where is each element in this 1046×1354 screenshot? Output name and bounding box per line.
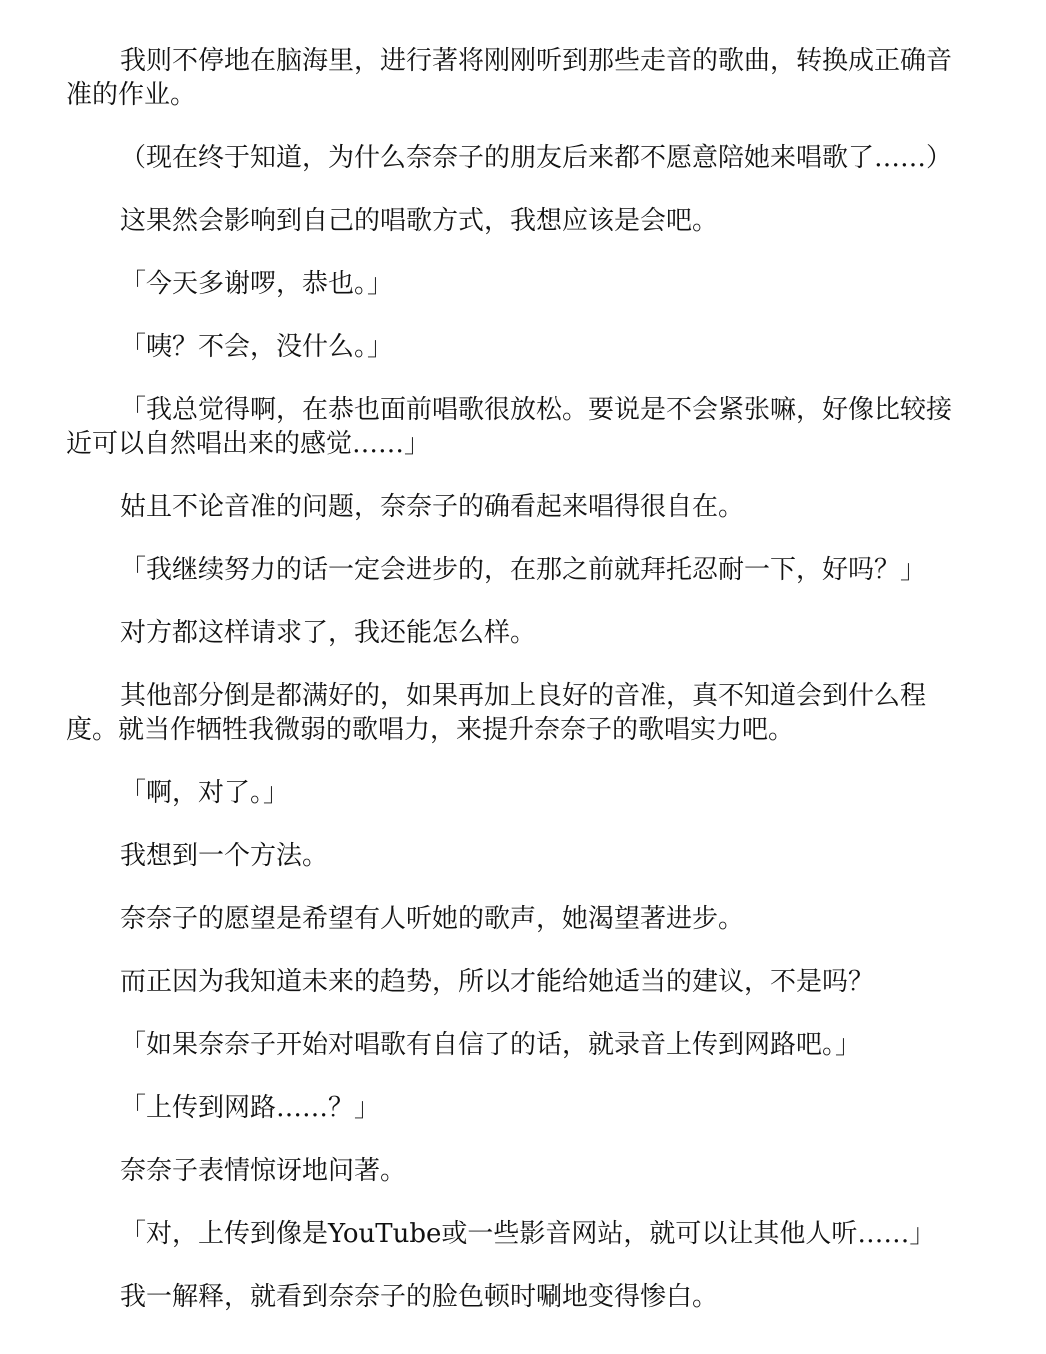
paragraph: （现在终于知道，为什么奈奈子的朋友后来都不愿意陪她来唱歌了……） [120, 143, 953, 173]
paragraph: 「咦？不会，没什么。」 [120, 332, 394, 362]
paragraph: 「如果奈奈子开始对唱歌有自信了的话，就录音上传到网路吧。」 [120, 1030, 862, 1060]
paragraph: 我一解释，就看到奈奈子的脸色顿时唰地变得惨白。 [120, 1282, 719, 1312]
paragraph: 奈奈子表情惊讶地问著。 [120, 1156, 407, 1186]
paragraph: 我想到一个方法。 [120, 841, 329, 871]
paragraph: 对方都这样请求了，我还能怎么样。 [120, 618, 537, 648]
paragraph: 「我总觉得啊，在恭也面前唱歌很放松。要说是不会紧张嘛，好像比较接近可以自然唱出来的感觉……」 [66, 395, 953, 459]
paragraph: 「对，上传到像是YouTube或一些影音网站，就可以让其他人听……」 [120, 1219, 936, 1249]
paragraph: 我则不停地在脑海里，进行著将刚刚听到那些走音的歌曲，转换成正确音准的作业。 [66, 46, 953, 110]
paragraph: 奈奈子的愿望是希望有人听她的歌声，她渴望著进步。 [120, 904, 745, 934]
paragraph: 姑且不论音准的问题，奈奈子的确看起来唱得很自在。 [120, 492, 745, 522]
paragraph: 其他部分倒是都满好的，如果再加上良好的音准，真不知道会到什么程度。就当作牺牲我微弱的歌唱力，来提升奈奈子的歌唱实力吧。 [66, 681, 927, 745]
paragraph: 「我继续努力的话一定会进步的，在那之前就拜托忍耐一下，好吗？」 [120, 555, 927, 585]
paragraph: 「上传到网路……？」 [120, 1093, 381, 1123]
paragraph: 而正因为我知道未来的趋势，所以才能给她适当的建议，不是吗？ [120, 967, 875, 997]
paragraph: 「今天多谢啰，恭也。」 [120, 269, 394, 299]
paragraph: 「啊，对了。」 [120, 778, 290, 808]
paragraph: 这果然会影响到自己的唱歌方式，我想应该是会吧。 [120, 206, 719, 236]
